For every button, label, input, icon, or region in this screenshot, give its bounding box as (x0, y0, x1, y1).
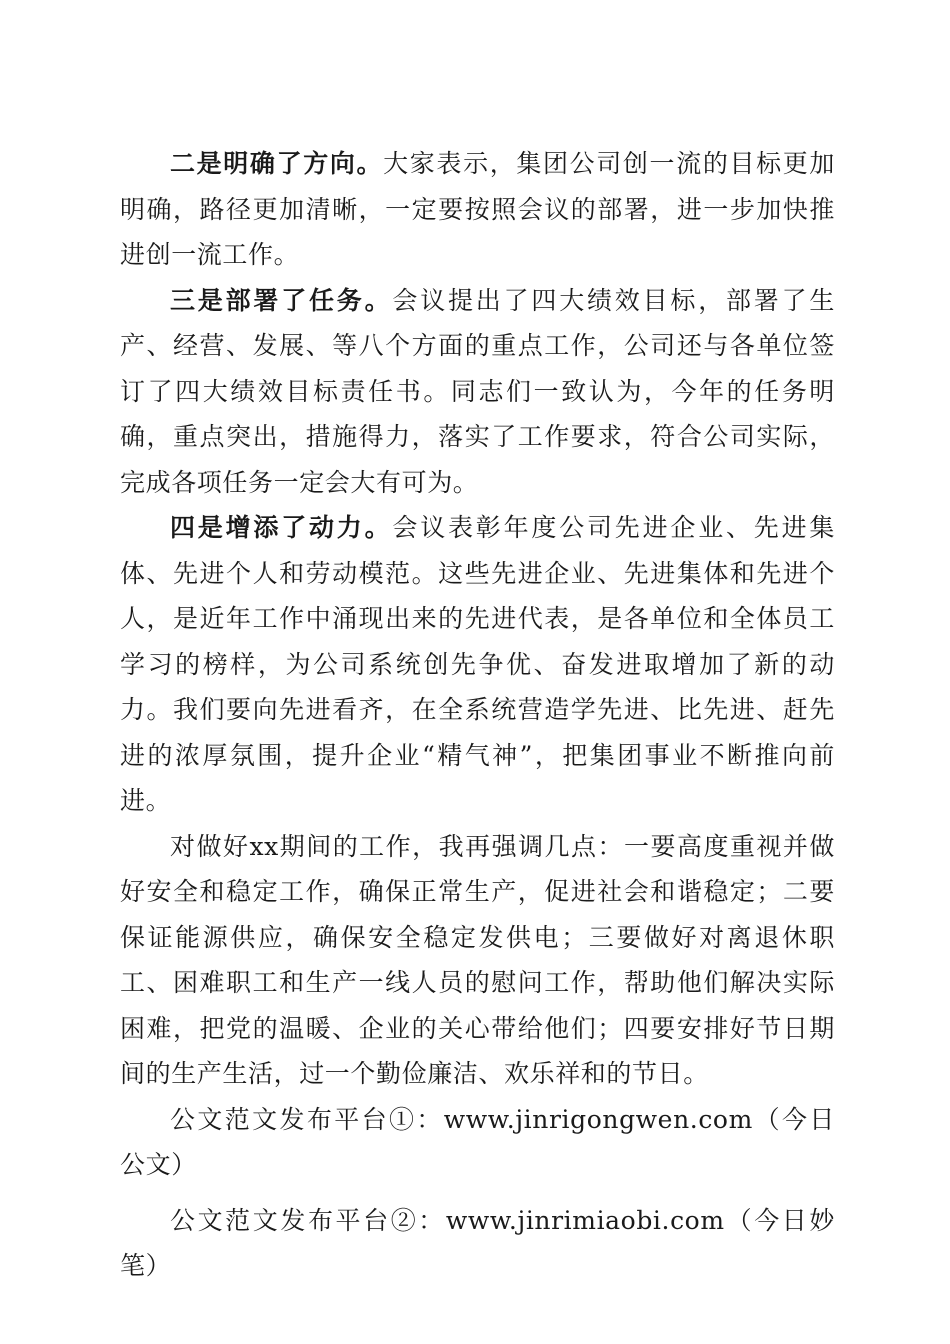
paragraph-lead: 四是增添了动力。 (170, 513, 393, 542)
platform-line-1: 公文范文发布平台①：www.jinrigongwen.com（今日公文） (120, 1104, 835, 1179)
paragraph-body: 大家表示，集团公司创一流的目标更加明确，路径更加清晰，一定要按照会议的部署，进一步加快推进创一流工作。 (120, 149, 835, 269)
paragraph-lead: 三是部署了任务。 (170, 285, 393, 315)
platform-line-2: 公文范文发布平台②：www.jinrimiaobi.com（今日妙笔） (120, 1205, 835, 1280)
paragraph-emphasis (120, 824, 835, 1097)
paragraph-tasks (120, 278, 835, 506)
paragraph-body: 会议表彰年度公司先进企业、先进集体、先进个人和劳动模范。这些先进企业、先进集体和先进个人，是近年工作中涌现出来的先进代表，是各单位和全体员工学习的榜样，为公司系统创先争优、奋发进取增加了新的动力。我们要向先进看齐，在全系统营造学先进、比先进、赶先进的浓厚氛围，提升企业“精气神”，把集团事业不断推向前进。 (120, 513, 835, 815)
paragraph-direction (120, 141, 835, 278)
paragraph-lead: 二是明确了方向。 (170, 149, 384, 178)
paragraph-motivation (120, 505, 835, 824)
paragraph-body: 对做好xx期间的工作，我再强调几点：一要高度重视并做好安全和稳定工作，确保正常生产，促进社会和谐稳定；二要保证能源供应，确保安全稳定发供电；三要做好对离退休职工、困难职工和生产一线人员的慰问工作，帮助他们解决实际困难，把党的温暖、企业的关心带给他们；四要安排好节日期间的生产生活，过一个勤俭廉洁、欢乐祥和的节日。 (120, 831, 835, 1088)
document-page (120, 141, 835, 1289)
paragraph-body: 会议提出了四大绩效目标，部署了生产、经营、发展、等八个方面的重点工作，公司还与各单位签订了四大绩效目标责任书。同志们一致认为，今年的任务明确，重点突出，措施得力，落实了工作要求，符合公司实际，完成各项任务一定会大有可为。 (120, 285, 835, 497)
